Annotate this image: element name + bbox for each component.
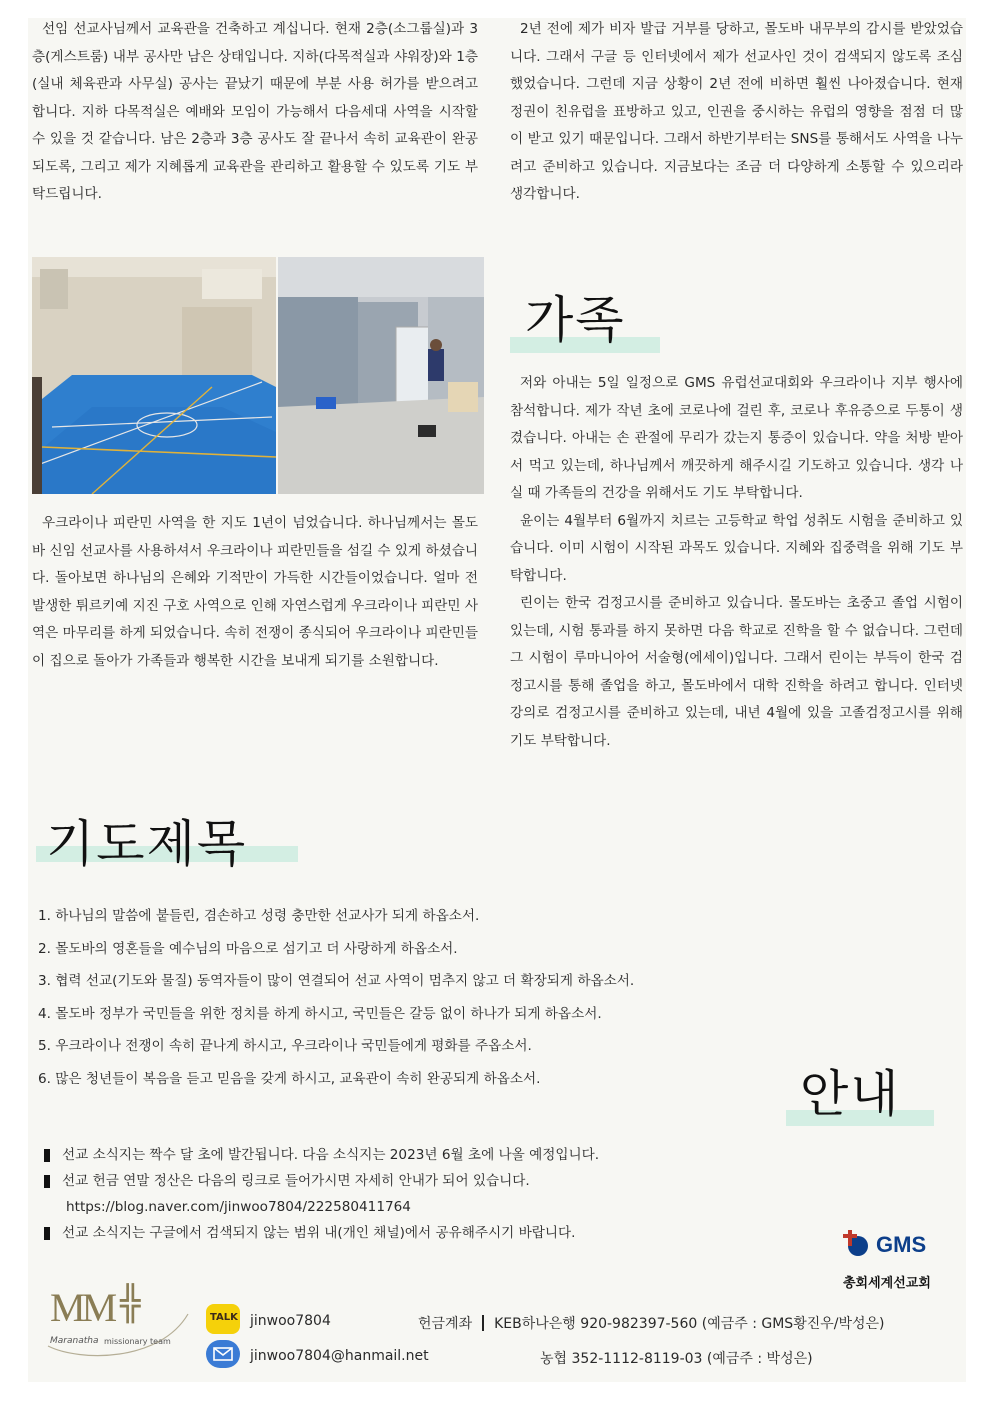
bullet-icon <box>44 1175 50 1188</box>
notice-item: 선교 소식지는 구글에서 검색되지 않는 범위 내(개인 채널)에서 공유해주시기 바랍니다. <box>44 1220 599 1246</box>
prayer-item: 1. 하나님의 말씀에 붙들린, 겸손하고 성령 충만한 선교사가 되게 하옵소서. <box>38 908 480 924</box>
rini-paragraph: 린이는 한국 검정고시를 준비하고 있습니다. 몰도바는 초중고 졸업 시험이 있는데, 시험 통과를 하지 못하면 다음 학교로 진학을 할 수 없습니다. 그런데 그 시험이 루마니아어 서술형(에세이)입니다. 그래서 린이는 부득이 한국 검정고시를 통해 졸업을 하고, 몰도바에서 대학 진학을 하려고 합니다. 인터넷 강의로 검정고시를 준비하고 있는데, 내년 4월에 있을 고졸검정고시를 위해 기도 부탁합니다. <box>510 595 963 749</box>
team-logo-mark: MM <box>50 1285 114 1330</box>
separator <box>482 1315 484 1331</box>
construction-photo <box>278 257 484 494</box>
prayer-item: 4. 몰도바 정부가 국민들을 위한 정치를 하게 하시고, 국민들은 갈등 없이 하나가 되게 하옵소서. <box>38 1005 602 1022</box>
family-health-paragraph: 저와 아내는 5일 일정으로 GMS 유럽선교대회와 우크라이나 지부 행사에 참석합니다. 제가 작년 초에 코로나에 걸린 후, 코로나 후유증으로 두통이 생겼습니다. 아내는 손 관절에 무리가 갔는지 통증이 있습니다. 약을 처방 받아서 먹고 있는데, 하나님께서 깨끗하게 해주시길 기도하고 있습니다. 생각 나실 때 가족들의 건강을 위해서도 기도 부탁합니다. <box>510 375 963 501</box>
gms-logo-text: GMS <box>876 1232 927 1257</box>
account-nh: 농협 352-1112-8119-03 (예금주 : 박성은) <box>540 1351 813 1367</box>
prayer-list <box>38 900 634 1095</box>
yuni-paragraph: 윤이는 4월부터 6월까지 치르는 고등학교 학업 성취도 시험을 준비하고 있습니다. 이미 시험이 시작된 과목도 있습니다. 지혜와 집중력을 위해 기도 부탁합니다. <box>510 512 963 584</box>
account-keb: KEB하나은행 920-982397-560 (예금주 : GMS황진우/박성은) <box>494 1316 885 1332</box>
cross-icon: ╬ <box>120 1284 141 1324</box>
gms-logo <box>842 1228 952 1262</box>
notice-list <box>44 1142 599 1246</box>
education-building-paragraph: 선임 선교사님께서 교육관을 건축하고 계십니다. 현재 2층(소그룹실)과 3층(게스트룸) 내부 공사만 남은 상태입니다. 지하(다목적실과 샤워장)와 1층(실내 체육관과 사무실) 공사는 끝났기 때문에 부분 사용 허가를 받으려고 합니다. 지하 다목적실은 예배와 모임이 가능해서 다음세대 사역을 시작할 수 있을 것 같습니다. 남은 2층과 3층 공사도 잘 끝나서 속히 교육관이 완공되도록, 그리고 제가 지혜롭게 교육관을 관리하고 활용할 수 있도록 기도 부탁드립니다. <box>32 21 478 202</box>
notice-heading: 안내 <box>800 1065 901 1123</box>
maranatha-team-logo <box>40 1284 190 1364</box>
blog-link[interactable]: https://blog.naver.com/jinwoo7804/222580411764 <box>66 1199 411 1215</box>
prayer-item: 6. 많은 청년들이 복음을 듣고 믿음을 갖게 하시고, 교육관이 속히 완공되게 하옵소서. <box>38 1070 541 1087</box>
gym-photo <box>32 257 276 494</box>
family-section <box>510 370 963 755</box>
team-logo-script: Maranatha <box>50 1336 99 1346</box>
notice-item: 선교 헌금 연말 정산은 다음의 링크로 들어가시면 자세히 안내가 되어 있습니다. <box>44 1168 599 1194</box>
envelope-icon <box>206 1340 240 1368</box>
family-heading: 가족 <box>525 291 626 349</box>
prayer-item: 2. 몰도바의 영혼들을 예수님의 마음으로 섬기고 더 사랑하게 하옵소서. <box>38 940 458 957</box>
prayer-heading: 기도제목 <box>46 815 248 873</box>
bank-account-line <box>418 1313 885 1333</box>
email-icon <box>206 1340 240 1368</box>
kakao-talk-icon: TALK <box>206 1304 240 1334</box>
prayer-item: 5. 우크라이나 전쟁이 속히 끝나게 하시고, 우크라이나 국민들에게 평화를 주옵소서. <box>38 1038 532 1054</box>
gms-org-name: 총회세계선교회 <box>843 1276 931 1291</box>
kakao-id: jinwoo7804 <box>250 1313 331 1329</box>
gms-emblem-icon <box>842 1228 872 1258</box>
visa-paragraph: 2년 전에 제가 비자 발급 거부를 당하고, 몰도바 내무부의 감시를 받았었습니다. 그래서 구글 등 인터넷에서 제가 선교사인 것이 검색되지 않도록 조심했었습니다. 그런데 지금 상황이 2년 전에 비하면 훨씬 나아졌습니다. 현재 정권이 친유럽을 표방하고 있고, 인권을 중시하는 유럽의 영향을 점점 더 많이 받고 있기 때문입니다. 그래서 하반기부터는 SNS를 통해서도 사역을 나누려고 준비하고 있습니다. 지금보다는 조금 더 다양하게 소통할 수 있으리라 생각합니다. <box>510 21 963 202</box>
email-address[interactable]: jinwoo7804@hanmail.net <box>250 1348 429 1364</box>
prayer-item: 3. 협력 선교(기도와 물질) 동역자들이 많이 연결되어 선교 사역이 멈추지 않고 더 확장되게 하옵소서. <box>38 973 635 989</box>
bullet-icon <box>44 1149 50 1162</box>
account-label: 헌금계좌 <box>418 1316 473 1332</box>
team-logo-small-text: missionary team <box>104 1337 171 1346</box>
bullet-icon <box>44 1227 50 1240</box>
notice-item: 선교 소식지는 짝수 달 초에 발간됩니다. 다음 소식지는 2023년 6월 초에 나올 예정입니다. <box>44 1142 599 1168</box>
ukraine-refugee-paragraph: 우크라이나 피란민 사역을 한 지도 1년이 넘었습니다. 하나님께서는 몰도바 신임 선교사를 사용하셔서 우크라이나 피란민들을 섬길 수 있게 하셨습니다. 돌아보면 하나님의 은혜와 기적만이 가득한 시간들이었습니다. 얼마 전 발생한 튀르키예 지진 구호 사역으로 인해 자연스럽게 우크라이나 피란민 사역은 마무리를 하게 되었습니다. 속히 전쟁이 종식되어 우크라이나 피란민들이 집으로 돌아가 가족들과 행복한 시간을 보내게 되기를 소원합니다. <box>32 515 478 669</box>
